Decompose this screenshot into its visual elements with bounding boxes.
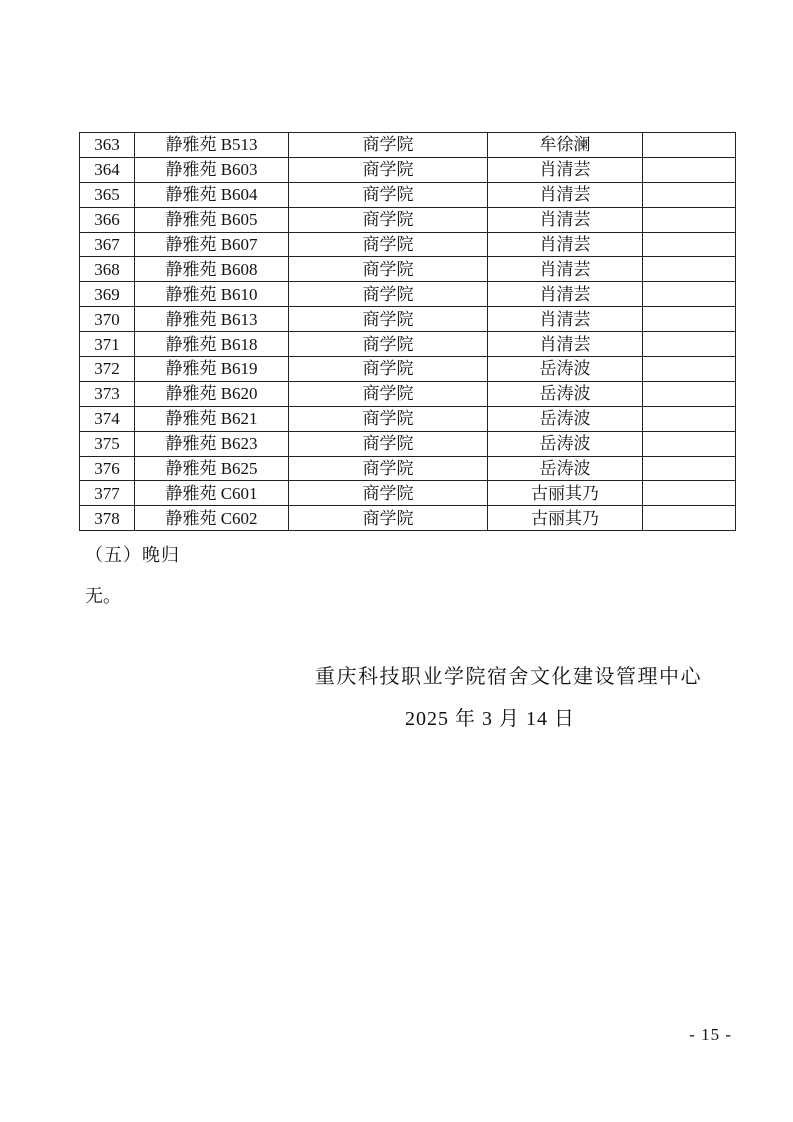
college-cell: 商学院 [289, 232, 488, 257]
room-cell: 静雅苑 B610 [135, 282, 289, 307]
row-number-cell: 373 [80, 381, 135, 406]
table-row [80, 157, 736, 182]
row-number-cell: 371 [80, 332, 135, 357]
issuing-organization: 重庆科技职业学院宿舍文化建设管理中心 [315, 666, 702, 688]
table-row [80, 207, 736, 232]
college-cell: 商学院 [289, 257, 488, 282]
college-cell: 商学院 [289, 406, 488, 431]
row-number-cell: 365 [80, 182, 135, 207]
college-cell: 商学院 [289, 207, 488, 232]
college-cell: 商学院 [289, 357, 488, 382]
room-cell: 静雅苑 B623 [135, 431, 289, 456]
person-name-cell: 岳涛波 [488, 456, 643, 481]
row-number-cell: 366 [80, 207, 135, 232]
row-number-cell: 378 [80, 506, 135, 531]
table-row [80, 431, 736, 456]
row-number-cell: 377 [80, 481, 135, 506]
table-row [80, 332, 736, 357]
note-cell [643, 456, 736, 481]
table-row [80, 506, 736, 531]
note-cell [643, 257, 736, 282]
row-number-cell: 370 [80, 307, 135, 332]
note-cell [643, 406, 736, 431]
table-row [80, 456, 736, 481]
table-body [80, 133, 736, 531]
note-cell [643, 232, 736, 257]
person-name-cell: 肖清芸 [488, 232, 643, 257]
table-row [80, 357, 736, 382]
person-name-cell: 肖清芸 [488, 307, 643, 332]
note-cell [643, 157, 736, 182]
row-number-cell: 369 [80, 282, 135, 307]
table-row [80, 257, 736, 282]
room-cell: 静雅苑 C602 [135, 506, 289, 531]
note-cell [643, 182, 736, 207]
person-name-cell: 肖清芸 [488, 282, 643, 307]
section-heading: （五）晚归 [85, 545, 180, 565]
person-name-cell: 肖清芸 [488, 157, 643, 182]
row-number-cell: 372 [80, 357, 135, 382]
table-row [80, 232, 736, 257]
page-number: - 15 - [689, 1025, 732, 1044]
table-row [80, 133, 736, 158]
college-cell: 商学院 [289, 481, 488, 506]
room-cell: 静雅苑 C601 [135, 481, 289, 506]
college-cell: 商学院 [289, 431, 488, 456]
person-name-cell: 岳涛波 [488, 381, 643, 406]
room-cell: 静雅苑 B613 [135, 307, 289, 332]
person-name-cell: 肖清芸 [488, 332, 643, 357]
note-cell [643, 506, 736, 531]
college-cell: 商学院 [289, 157, 488, 182]
note-cell [643, 133, 736, 158]
room-cell: 静雅苑 B625 [135, 456, 289, 481]
person-name-cell: 岳涛波 [488, 431, 643, 456]
row-number-cell: 376 [80, 456, 135, 481]
row-number-cell: 374 [80, 406, 135, 431]
room-cell: 静雅苑 B621 [135, 406, 289, 431]
college-cell: 商学院 [289, 133, 488, 158]
row-number-cell: 363 [80, 133, 135, 158]
college-cell: 商学院 [289, 456, 488, 481]
person-name-cell: 岳涛波 [488, 357, 643, 382]
room-cell: 静雅苑 B618 [135, 332, 289, 357]
college-cell: 商学院 [289, 307, 488, 332]
section-body-text: 无。 [85, 586, 121, 606]
note-cell [643, 307, 736, 332]
person-name-cell: 肖清芸 [488, 182, 643, 207]
issue-date: 2025 年 3 月 14 日 [405, 708, 575, 730]
dorm-record-table [79, 132, 736, 531]
college-cell: 商学院 [289, 282, 488, 307]
row-number-cell: 368 [80, 257, 135, 282]
note-cell [643, 381, 736, 406]
table-row [80, 481, 736, 506]
table-row [80, 406, 736, 431]
person-name-cell: 肖清芸 [488, 207, 643, 232]
table-row [80, 182, 736, 207]
note-cell [643, 481, 736, 506]
college-cell: 商学院 [289, 381, 488, 406]
college-cell: 商学院 [289, 506, 488, 531]
room-cell: 静雅苑 B608 [135, 257, 289, 282]
college-cell: 商学院 [289, 182, 488, 207]
note-cell [643, 357, 736, 382]
room-cell: 静雅苑 B604 [135, 182, 289, 207]
row-number-cell: 375 [80, 431, 135, 456]
person-name-cell: 岳涛波 [488, 406, 643, 431]
note-cell [643, 332, 736, 357]
note-cell [643, 431, 736, 456]
table-row [80, 307, 736, 332]
college-cell: 商学院 [289, 332, 488, 357]
note-cell [643, 207, 736, 232]
person-name-cell: 肖清芸 [488, 257, 643, 282]
room-cell: 静雅苑 B603 [135, 157, 289, 182]
person-name-cell: 古丽其乃 [488, 481, 643, 506]
table-row [80, 282, 736, 307]
person-name-cell: 古丽其乃 [488, 506, 643, 531]
room-cell: 静雅苑 B620 [135, 381, 289, 406]
room-cell: 静雅苑 B607 [135, 232, 289, 257]
note-cell [643, 282, 736, 307]
row-number-cell: 364 [80, 157, 135, 182]
room-cell: 静雅苑 B605 [135, 207, 289, 232]
room-cell: 静雅苑 B619 [135, 357, 289, 382]
row-number-cell: 367 [80, 232, 135, 257]
table-row [80, 381, 736, 406]
room-cell: 静雅苑 B513 [135, 133, 289, 158]
person-name-cell: 牟徐澜 [488, 133, 643, 158]
